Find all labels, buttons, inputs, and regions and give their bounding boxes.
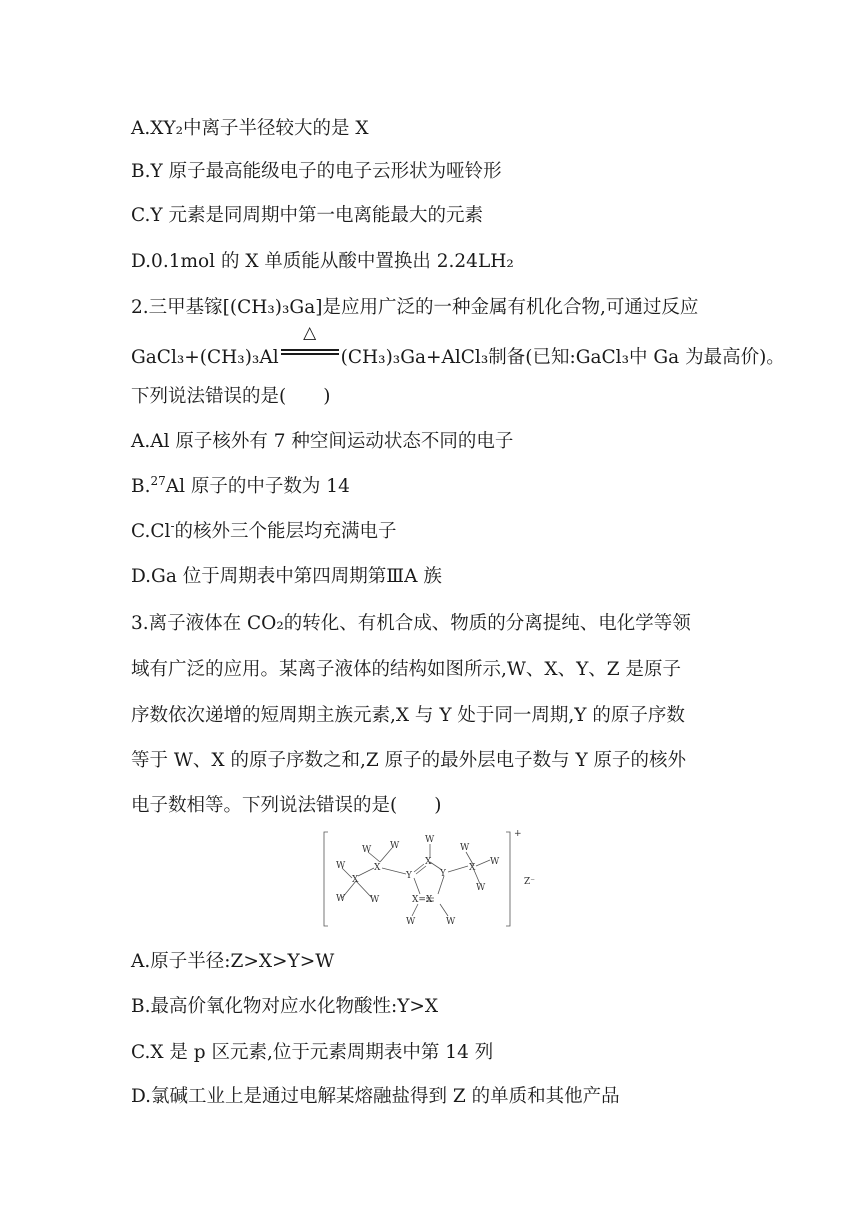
question-2-equation: [131, 323, 785, 370]
equation-products: (CH₃)₃Ga+AlCl₃制备(已知:GaCl₃中 Ga 为最高价)。: [340, 347, 785, 368]
svg-text:W: W: [336, 894, 346, 904]
ring-double-bond: X=X: [412, 895, 433, 905]
svg-text:X: X: [469, 863, 476, 873]
svg-text:W: W: [490, 857, 500, 867]
svg-text:W: W: [460, 843, 470, 853]
svg-text:W: W: [370, 895, 380, 905]
option-3c: C.X 是 p 区元素,位于元素周期表中第 14 列: [131, 1042, 494, 1063]
option-3a: A.原子半径:Z>X>Y>W: [131, 951, 335, 972]
anion-label: Z⁻: [524, 877, 536, 887]
atom-w: W: [336, 861, 346, 871]
equation-reactants: GaCl₃+(CH₃)₃Al: [131, 347, 279, 368]
svg-text:W: W: [476, 883, 486, 893]
question-3-line-5: 电子数相等。下列说法错误的是( ): [131, 795, 442, 816]
svg-text:W: W: [390, 841, 400, 851]
question-2-line-1: 2.三甲基镓[(CH₃)₃Ga]是应用广泛的一种金属有机化合物,可通过反应: [131, 297, 699, 318]
option-2b: B.$^{27}$Al 原子的中子数为 14: [131, 474, 350, 497]
option-1c: C.Y 元素是同周期中第一电离能最大的元素: [131, 205, 483, 226]
atom-x: X: [352, 875, 359, 885]
question-3-line-2: 域有广泛的应用。某离子液体的结构如图所示,W、X、Y、Z 是原子: [131, 659, 682, 680]
option-3b: B.最高价氧化物对应水化物酸性:Y>X: [131, 996, 439, 1017]
question-3-line-1: 3.离子液体在 CO₂的转化、有机合成、物质的分离提纯、电化学等领: [131, 613, 691, 634]
option-1a: A.XY₂中离子半径较大的是 X: [131, 118, 369, 139]
svg-text:W: W: [406, 917, 416, 927]
question-2-line-3: 下列说法错误的是( ): [131, 386, 331, 407]
option-2c: C.Cl-的核外三个能层均充满电子: [131, 519, 397, 542]
heat-triangle-icon: △: [303, 323, 317, 343]
ionic-liquid-structure-diagram: [320, 826, 550, 930]
svg-text:W: W: [362, 845, 372, 855]
option-1b: B.Y 原子最高能级电子的电子云形状为哑铃形: [131, 161, 502, 182]
question-3-line-4: 等于 W、X 的原子序数之和,Z 原子的最外层电子数与 Y 原子的核外: [131, 750, 687, 771]
atom-y: Y: [406, 871, 412, 881]
option-2a: A.Al 原子核外有 7 种空间运动状态不同的电子: [131, 431, 514, 452]
svg-text:Y: Y: [440, 869, 446, 879]
svg-text:X: X: [374, 863, 381, 873]
heat-equals-sign: [281, 323, 339, 366]
svg-text:W: W: [446, 917, 456, 927]
cation-charge: +: [514, 829, 522, 839]
svg-text:W: W: [425, 835, 435, 845]
question-3-line-3: 序数依次递增的短周期主族元素,X 与 Y 处于同一周期,Y 的原子序数: [131, 705, 685, 726]
option-2d: D.Ga 位于周期表中第四周期第ⅢA 族: [131, 566, 442, 587]
svg-text:X: X: [425, 857, 432, 867]
option-1d: D.0.1mol 的 X 单质能从酸中置换出 2.24LH₂: [131, 251, 514, 272]
option-3d: D.氯碱工业上是通过电解某熔融盐得到 Z 的单质和其他产品: [131, 1086, 620, 1107]
